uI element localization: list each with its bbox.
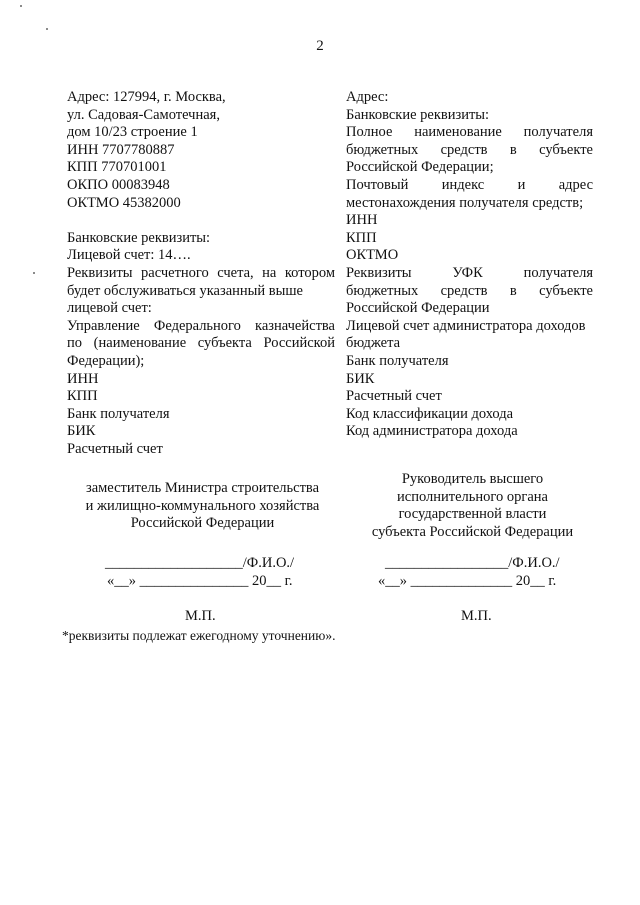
ufk-line: бюджетных средств в субъекте bbox=[346, 282, 593, 299]
bank-details-line: Федерации); bbox=[67, 352, 145, 369]
recipient-line: Полное наименование получателя bbox=[346, 124, 593, 141]
bik-line: БИК bbox=[67, 423, 96, 440]
signatory-title-line: Руководитель высшего bbox=[401, 471, 544, 487]
account-line: Лицевой счет: 14…. bbox=[67, 247, 191, 264]
address-line: Адрес: bbox=[346, 89, 389, 105]
signature-date-right: «__» ______________ 20__ г. bbox=[378, 573, 557, 589]
signatory-title-line: Российской Федерации bbox=[130, 515, 275, 532]
page-number: 2 bbox=[316, 38, 324, 54]
scan-speck bbox=[46, 28, 48, 30]
inn-line: ИНН 7707780887 bbox=[67, 141, 175, 158]
ufk-line: Реквизиты УФК получателя bbox=[346, 264, 593, 281]
bank-line: Банк получателя bbox=[346, 352, 449, 369]
account-line: Расчетный счет bbox=[67, 440, 163, 457]
bank-details-line: Управление Федерального казначейства bbox=[67, 317, 335, 334]
recipient-details bbox=[346, 89, 593, 441]
stamp-placeholder-right: М.П. bbox=[461, 608, 492, 624]
recipient-line: бюджетных средств в субъекте bbox=[346, 141, 593, 158]
ufk-line: Российской Федерации bbox=[346, 300, 490, 317]
signatory-title-right bbox=[350, 471, 595, 541]
bank-details-line: Реквизиты расчетного счета, на котором bbox=[67, 264, 335, 281]
oktmo-line: ОКТМО bbox=[346, 247, 399, 264]
address-line: дом 10/23 строение 1 bbox=[67, 124, 198, 141]
account-line: Расчетный счет bbox=[346, 388, 442, 405]
kpp-line: КПП bbox=[346, 229, 377, 246]
postal-line: Почтовый индекс и адрес bbox=[346, 176, 593, 193]
kpp-line: КПП bbox=[67, 388, 98, 405]
oktmo-line: ОКТМО 45382000 bbox=[67, 194, 181, 211]
bank-line: Банк получателя bbox=[67, 405, 170, 422]
bank-details-line: будет обслуживаться указанный выше bbox=[67, 282, 303, 299]
signature-date-left: «__» _______________ 20__ г. bbox=[107, 573, 293, 589]
bank-details-line: лицевой счет: bbox=[67, 300, 152, 317]
address-line: Адрес: 127994, г. Москва, bbox=[67, 89, 226, 105]
signatory-title-left bbox=[70, 480, 335, 533]
bank-details-heading: Банковские реквизиты: bbox=[346, 106, 490, 123]
postal-line: местонахождения получателя средств; bbox=[346, 194, 584, 211]
sender-details bbox=[67, 89, 335, 458]
address-line: ул. Садовая-Самотечная, bbox=[67, 106, 220, 123]
code-line: Код администратора дохода bbox=[346, 423, 518, 440]
signatory-title-line: исполнительного органа bbox=[397, 488, 548, 505]
scan-speck bbox=[20, 5, 22, 7]
kpp-line: КПП 770701001 bbox=[67, 159, 167, 176]
signature-fio-left: ___________________/Ф.И.О./ bbox=[105, 555, 295, 571]
scan-speck bbox=[33, 272, 35, 274]
inn-line: ИНН bbox=[346, 212, 378, 229]
bank-details-line: по (наименование субъекта Российской bbox=[67, 335, 335, 352]
signatory-title-line: государственной власти bbox=[398, 506, 547, 523]
account-line: Лицевой счет администратора доходов bbox=[346, 317, 586, 334]
signatory-title-line: заместитель Министра строительства bbox=[85, 480, 320, 496]
stamp-placeholder-left: М.П. bbox=[185, 608, 216, 624]
inn-line: ИНН bbox=[67, 370, 99, 387]
code-line: Код классификации дохода bbox=[346, 405, 514, 422]
signatory-title-line: и жилищно-коммунального хозяйства bbox=[85, 497, 320, 514]
bank-details-heading: Банковские реквизиты: bbox=[67, 229, 211, 246]
account-line: бюджета bbox=[346, 335, 401, 352]
spacer bbox=[67, 212, 335, 230]
recipient-line: Российской Федерации; bbox=[346, 159, 494, 176]
signature-fio-right: _________________/Ф.И.О./ bbox=[385, 555, 560, 571]
footnote: *реквизиты подлежат ежегодному уточнению». bbox=[62, 628, 336, 643]
bik-line: БИК bbox=[346, 370, 375, 387]
okpo-line: ОКПО 00083948 bbox=[67, 176, 170, 193]
signatory-title-line: субъекта Российской Федерации bbox=[371, 523, 574, 540]
